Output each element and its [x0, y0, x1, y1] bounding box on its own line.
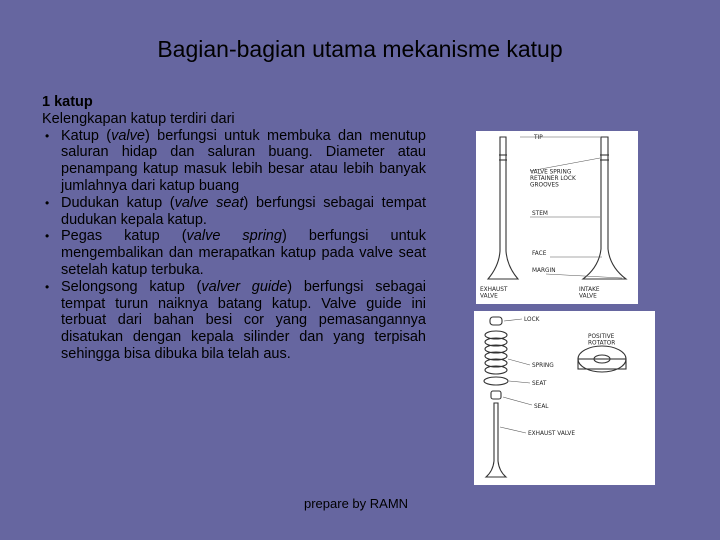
valve-diagram — [476, 131, 638, 304]
label-margin: MARGIN — [532, 268, 556, 274]
label-stem: STEM — [532, 211, 548, 217]
label-seal: SEAL — [534, 404, 549, 410]
label-exhaust-valve: EXHAUST VALVE — [480, 287, 508, 300]
valve-assembly-svg — [474, 311, 655, 485]
term-valve: valve — [111, 127, 145, 144]
bullet-valve: • Katup (valve) berfungsi untuk membuka dan menutup saluran hidap dan saluran buang. Diameter atau penampang katup masuk lebih besar atau lebih banyak jumlahnya dari katup buang — [42, 128, 426, 195]
term-valve-spring: valve spring — [186, 228, 282, 245]
bullet-valve-spring: • Pegas katup (valve spring) berfungsi untuk mengembalikan dan merapatkan katup pada valve seat setelah katup terbuka. — [42, 228, 426, 278]
label-grooves: VALVE SPRING RETAINER LOCK GROOVES — [530, 169, 576, 189]
label-spring: SPRING — [532, 363, 554, 369]
label-face: FACE — [532, 251, 547, 257]
term-valve-guide: valver guide — [201, 278, 288, 295]
bullet-valve-seat: • Dudukan katup (valve seat) berfungsi sebagai tempat dudukan kepala katup. — [42, 195, 426, 229]
slide-title: Bagian-bagian utama mekanisme katup — [157, 36, 563, 62]
footer-credit: prepare by RAMN — [304, 496, 409, 511]
valve-assembly-diagram — [474, 311, 655, 485]
intro-text: Kelengkapan katup terdiri dari — [42, 110, 235, 127]
label-seat: SEAT — [532, 381, 547, 387]
term-valve-seat: valve seat — [174, 194, 244, 211]
slide-body — [42, 94, 426, 363]
bullet-list — [42, 128, 426, 363]
label-exhaust-valve-assembly: EXHAUST VALVE — [528, 431, 576, 437]
valve-diagram-svg — [476, 131, 638, 304]
bullet-valve-guide: • Selongsong katup (valver guide) berfungsi sebagai tempat turun naiknya batang katup. Valve guide ini terbuat dari bahan besi cor yang pemasangannya disatukan dengan kepala silinder dan yang terpisah sehingga bisa dibuka bila telah aus. — [42, 279, 426, 363]
label-tip: TIP — [534, 135, 543, 141]
section-heading: 1 katup — [42, 94, 93, 110]
label-intake-valve: INTAKE VALVE — [579, 287, 600, 300]
label-positive-rotator: POSITIVE ROTATOR — [588, 334, 616, 347]
label-lock: LOCK — [524, 317, 540, 323]
